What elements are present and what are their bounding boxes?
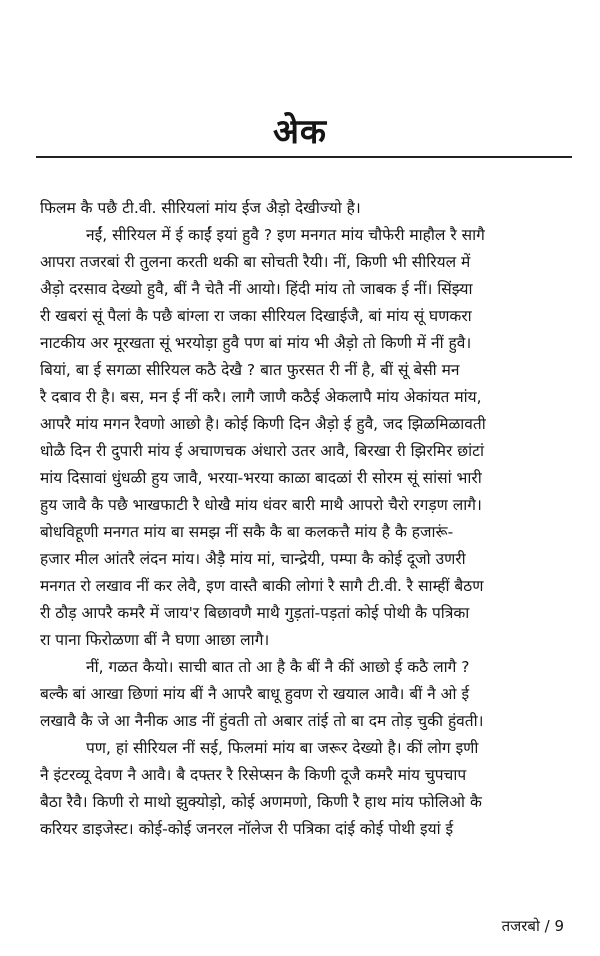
body-text — [40, 195, 574, 843]
text-line: बैठा रैवै। किणी रो माथो झुक्योड़ो, कोई अणमणो, किणी रै हाथ मांय फोलिओ कै — [40, 793, 482, 811]
text-line: नीं, गळत कैयो। साची बात तो आ है कै बीं नै कीं आछो ई कठै लागै ? — [86, 658, 470, 676]
text-line: अैड़ो दरसाव देख्यो हुवै, बीं नै चेतै नीं आयो। हिंदी मांय तो जाबक ई नीं। सिंझ्या — [40, 280, 473, 298]
text-line: हजार मील आंतरै लंदन मांय। अैड़ै मांय मां, चान्द्रेयी, पम्पा कै कोई दूजो उणरी — [40, 550, 466, 568]
text-line: करियर डाइजेस्ट। कोई-कोई जनरल नॉलेज री पत्रिका दांई कोई पोथी इयां ई — [40, 820, 454, 838]
text-line: री खबरां सूं पैलां कै पछै बांग्ला रा जका सीरियल दिखाईजै, बां मांय सूं घणकरा — [40, 307, 472, 325]
text-line: बल्कै बां आखा छिणां मांय बीं नै आपरै बाधू हुवण रो खयाल आवै। बीं नै ओ ई — [40, 685, 470, 703]
page-footer — [502, 916, 564, 936]
text-line: हुय जावै कै पछै भाखफाटी रै धोखै मांय धंवर बारी माथै आपरो चैरो रगड़ण लागै। — [40, 496, 482, 514]
text-line: धोळै दिन री दुपारी मांय ई अचाणचक अंधारो उतर आवै, बिरखा री झिरमिर छांटां — [40, 442, 484, 460]
text-line: नईं, सीरियल में ई काईं इयां हुवै ? इण मनगत मांय चौफेरी माहौल रै सागै — [86, 226, 485, 244]
text-line: रा पाना फिरोळणा बीं नै घणा आछा लागै। — [40, 631, 270, 649]
text-line: रै दबाव री है। बस, मन ई नीं करै। लागै जाणै कठैई अेकलापै मांय अेकांयत मांय, — [40, 388, 482, 406]
title-underline-rule — [36, 156, 572, 158]
running-head-page-number: तजरबो / 9 — [501, 917, 564, 935]
text-line: फिलम कै पछै टी.वी. सीरियलां मांय ईज अैड़ो देखीज्यो है। — [40, 199, 361, 217]
text-line: मनगत रो लखाव नीं कर लेवै, इण वास्तै बाकी लोगां रै सागै टी.वी. रै साम्हीं बैठण — [40, 577, 484, 595]
text-line: मांय दिसावां धुंधळी हुय जावै, भरया-भरया काळा बादळां री सोरम सूं सांसां भारी — [40, 469, 482, 487]
text-line: री ठौड़ आपरै कमरै में जाय'र बिछावणै माथै गुड़तां-पड़तां कोई पोथी कै पत्रिका — [40, 604, 470, 622]
text-line: नाटकीय अर मूरखता सूं भरयोड़ा हुवै पण बां मांय भी अैड़ो तो किणी में नीं हुवै। — [40, 334, 472, 352]
text-line: लखावै कै जे आ नैनीक आड नीं हुंवती तो अबार तांई तो बा दम तोड़ चुकी हुंवती। — [40, 712, 484, 730]
chapter-title: अेक — [272, 112, 328, 152]
text-line: आपरै मांय मगन रैवणो आछो है। कोई किणी दिन अैड़ो ई हुवै, जद झिळमिळावती — [40, 415, 486, 433]
text-line: आपरा तजरबां री तुलना करती थकी बा सोचती रैयी। नीं, किणी भी सीरियल में — [40, 253, 471, 271]
text-line: नै इंटरव्यू देवण नै आवै। बै दफ्तर रै रिसेप्सन कै किणी दूजै कमरै मांय चुपचाप — [40, 766, 467, 784]
text-line: बियां, बा ई सगळा सीरियल कठै देखै ? बात फुरसत री नीं है, बीं सूं बेसी मन — [40, 361, 460, 379]
text-line: बोधविहूणी मनगत मांय बा समझ नीं सकै कै बा कलकत्तै मांय है कै हजारूं- — [40, 523, 454, 541]
text-line: पण, हां सीरियल नीं सई, फिलमां मांय बा जरूर देख्यो है। कीं लोग इणी — [86, 739, 479, 757]
